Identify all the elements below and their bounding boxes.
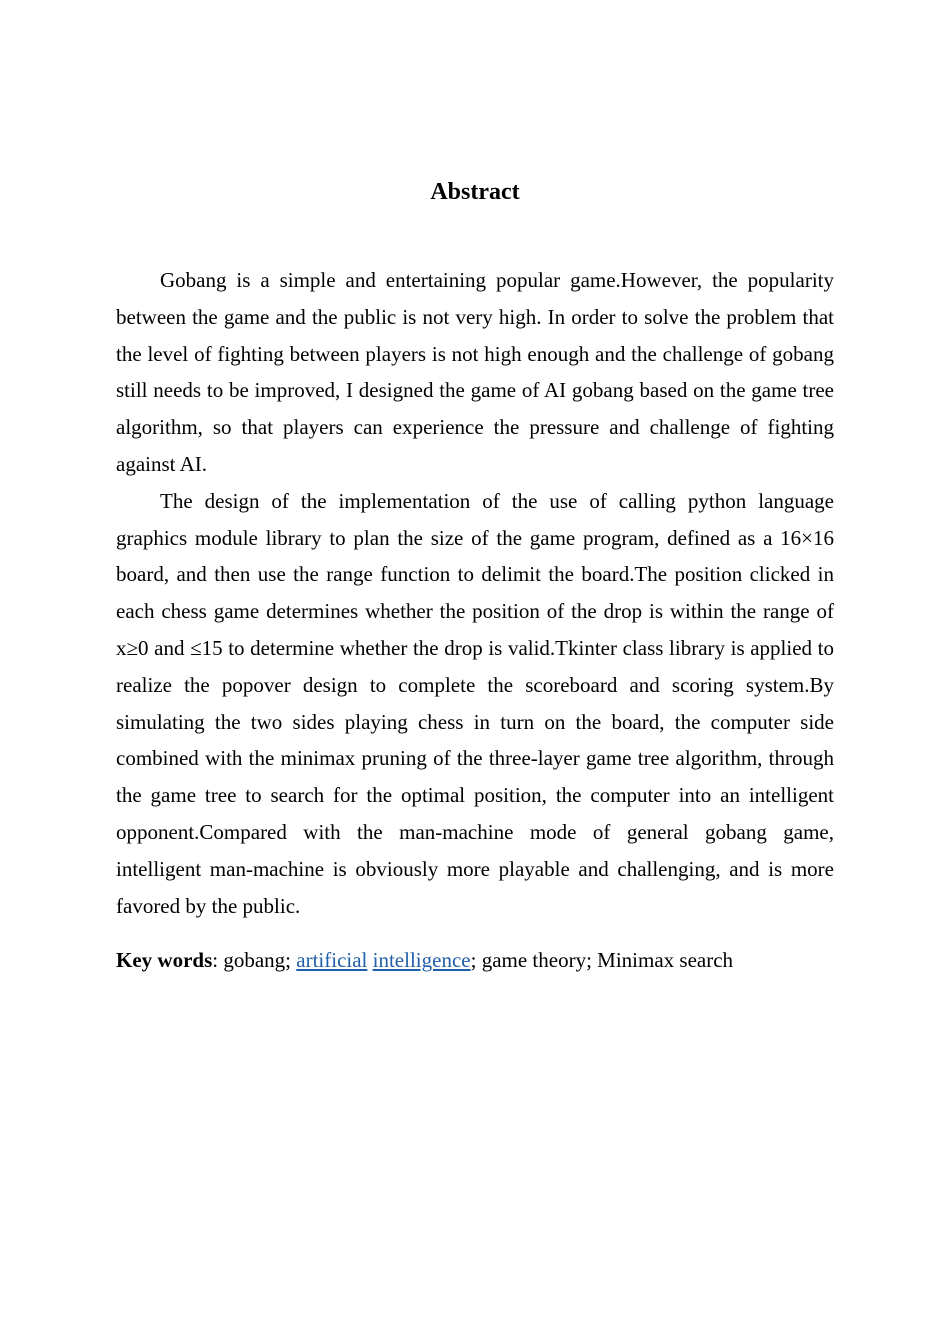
keyword-separator: ; [586, 948, 598, 973]
keyword-separator: ; [285, 948, 297, 973]
keyword-game-theory: game theory [481, 948, 587, 973]
abstract-paragraph-2: The design of the implementation of the use of calling python language graphics module library to plan the size of the game program, defined as a 16×16 board, and then use the range function to delimit the board.The position clicked in each chess game determines whether the position of the drop is within the range of x≥0 and ≤15 to determine whether the drop is valid.Tkinter class library is applied to realize the popover design to complete the scoreboard and scoring system.By simulating the two sides playing chess in turn on the board, the computer side combined with the minimax pruning of the three-layer game tree algorithm, through the game tree to search for the optimal position, the computer into an intelligent opponent.Compared with the man-machine mode of general gobang game, intelligent man-machine is obviously more playable and challenging, and is more favored by the public. [116, 488, 834, 918]
keyword-minimax-search: Minimax search [597, 948, 734, 973]
abstract-title: Abstract [430, 179, 520, 205]
keyword-link-artificial[interactable]: artificial [296, 948, 368, 973]
keyword-gobang: gobang [223, 948, 286, 973]
keywords-line [116, 942, 834, 979]
abstract-paragraph-1: Gobang is a simple and entertaining popular game.However, the popularity between the game and the public is not very high. In order to solve the problem that the level of fighting between players is not high enough and the challenge of gobang still needs to be improved, I designed the game of AI gobang based on the game tree algorithm, so that players can experience the pressure and challenge of fighting against AI. [116, 268, 834, 476]
keyword-link-intelligence[interactable]: intelligence [372, 948, 471, 973]
abstract-body [116, 262, 834, 979]
keywords-label: Key words [116, 948, 213, 973]
keyword-separator: ; [470, 948, 482, 973]
keywords-colon: : [212, 948, 224, 973]
